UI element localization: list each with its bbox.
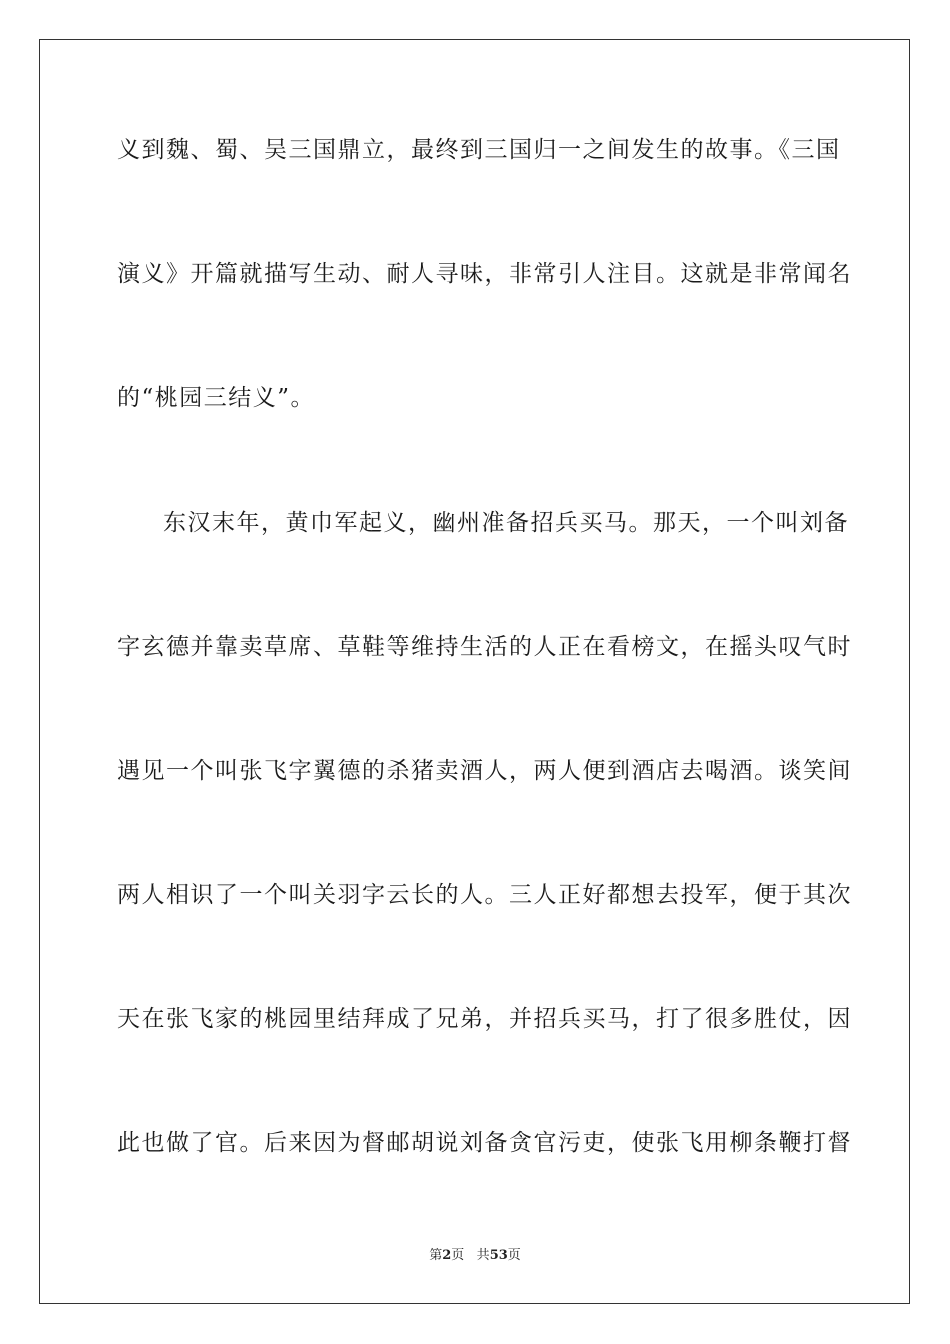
page-number: 2 (442, 1248, 452, 1263)
text-line: 的“桃园三结义”。 (117, 385, 316, 411)
text-line: 字玄德并靠卖草席、草鞋等维持生活的人正在看榜文，在摇头叹气时 (117, 634, 852, 660)
total-unit: 页 (507, 1248, 521, 1263)
text-line: 此也做了官。后来因为督邮胡说刘备贪官污吏，使张飞用柳条鞭打督 (117, 1130, 852, 1156)
text-line: 演义》开篇就描写生动、耐人寻味，非常引人注目。这就是非常闻名 (117, 261, 852, 287)
text-line: 天在张飞家的桃园里结拜成了兄弟，并招兵买马，打了很多胜仗，因 (117, 1006, 852, 1032)
page-border (39, 39, 910, 1304)
page-prefix: 第 (429, 1248, 443, 1263)
text-line: 义到魏、蜀、吴三国鼎立，最终到三国归一之间发生的故事。《三国 (117, 137, 841, 163)
total-prefix: 共 (476, 1248, 490, 1263)
page-footer (0, 1247, 950, 1265)
paragraph-first-line: 东汉末年，黄巾军起义，幽州准备招兵买马。那天，一个叫刘备 (163, 510, 849, 536)
text-line: 遇见一个叫张飞字翼德的杀猪卖酒人，两人便到酒店去喝酒。谈笑间 (117, 758, 852, 784)
text-line: 两人相识了一个叫关羽字云长的人。三人正好都想去投军，便于其次 (117, 882, 852, 908)
total-pages: 53 (489, 1248, 508, 1263)
page-unit: 页 (451, 1248, 465, 1263)
